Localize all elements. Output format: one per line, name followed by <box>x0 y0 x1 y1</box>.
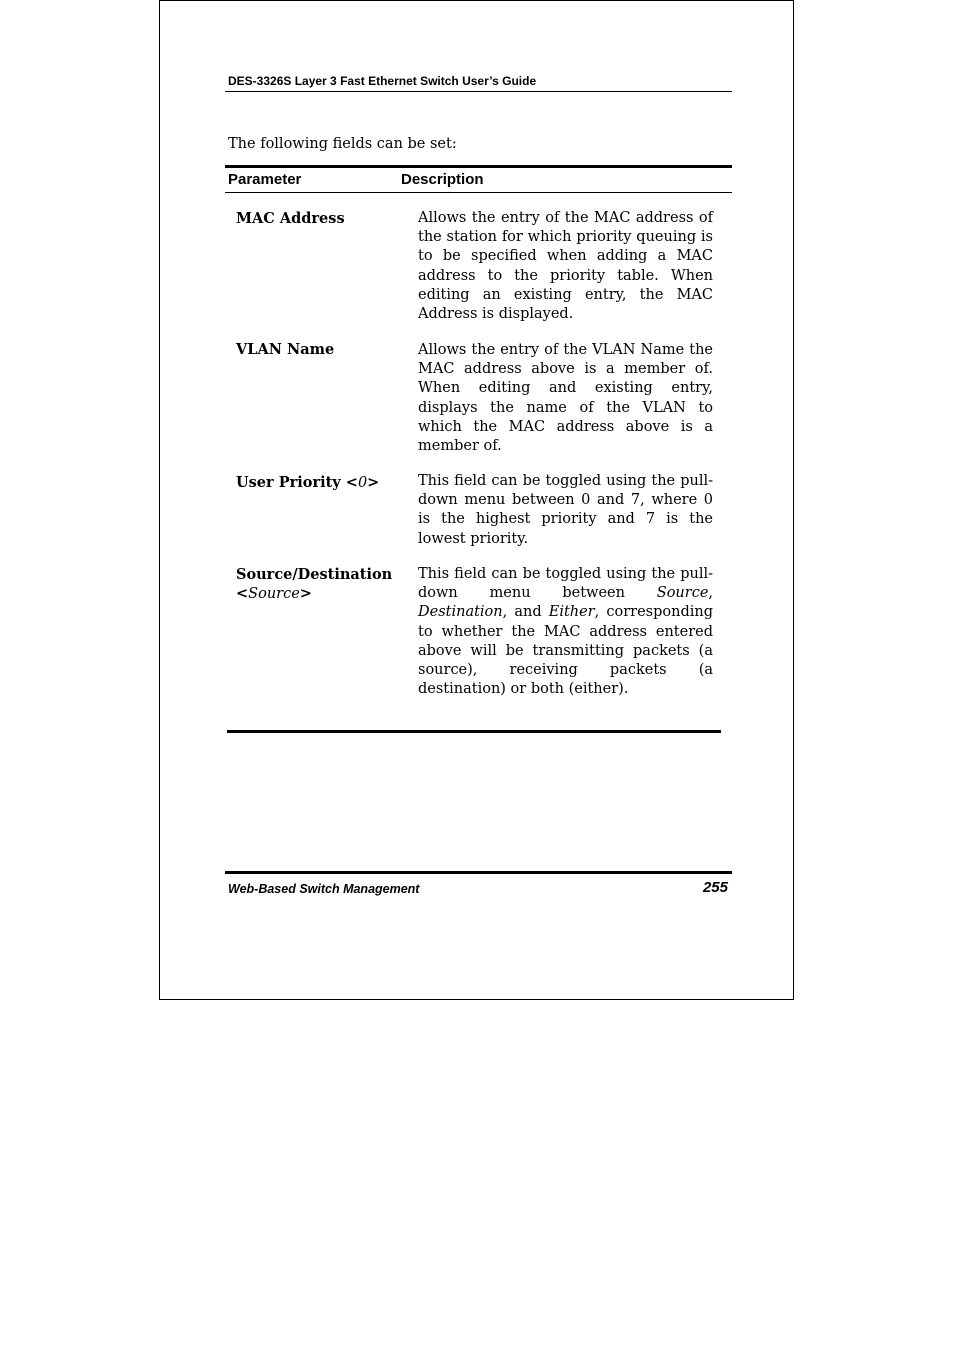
desc-sep-2: , and <box>502 604 542 621</box>
running-footer: Web-Based Switch Management <box>228 882 420 896</box>
table-bottom-rule <box>227 730 721 733</box>
param-user-priority-label: User Priority <box>236 474 341 491</box>
page-number: 255 <box>702 879 728 896</box>
desc-option-source: Source <box>656 585 709 602</box>
param-source-destination-label: Source/Destination <box>236 566 393 583</box>
param-user-priority <box>236 473 396 493</box>
desc-mac-address: Allows the entry of the MAC address of the station for which priority queuing is to be specified when adding a MAC address to the priority table. When editing an existing entry, the MAC Address is displayed. <box>418 210 713 323</box>
param-source-destination-close: > <box>299 585 312 603</box>
intro-text: The following fields can be set: <box>228 136 457 152</box>
desc-source-destination-b: , corresponding to whether the MAC address entered above will be transmitting packets (a source), receiving packets (a destination) or both (either). <box>418 604 713 698</box>
table-top-rule <box>225 165 732 168</box>
param-source-destination <box>236 565 394 605</box>
param-mac-address: MAC Address <box>236 210 345 227</box>
column-header-description: Description <box>401 171 484 188</box>
desc-option-destination: Destination <box>418 604 503 621</box>
desc-option-either: Either <box>548 604 595 621</box>
desc-user-priority: This field can be toggled using the pull-down menu between 0 and 7, where 0 is the highest priority and 7 is the lowest priority. <box>418 473 713 547</box>
header-rule <box>225 91 732 92</box>
desc-source-destination <box>418 565 713 699</box>
param-vlan-name: VLAN Name <box>236 341 335 358</box>
table-header-rule <box>225 192 732 193</box>
param-user-priority-default: 0 <box>357 475 368 491</box>
column-header-parameter: Parameter <box>228 171 302 188</box>
param-source-destination-open: < <box>236 585 249 603</box>
param-user-priority-open: < <box>345 474 358 491</box>
footer-rule <box>225 871 732 874</box>
desc-sep-1: , <box>708 585 714 602</box>
running-header: DES-3326S Layer 3 Fast Ethernet Switch User’s Guide <box>228 74 537 88</box>
param-user-priority-close: > <box>367 474 380 491</box>
desc-vlan-name: Allows the entry of the VLAN Name the MAC address above is a member of. When editing and existing entry, displays the name of the VLAN to which the MAC address above is a member of. <box>418 342 713 455</box>
param-source-destination-default: Source <box>248 586 300 603</box>
desc-source-destination-a: This field can be toggled using the pull-down menu between <box>418 566 713 602</box>
